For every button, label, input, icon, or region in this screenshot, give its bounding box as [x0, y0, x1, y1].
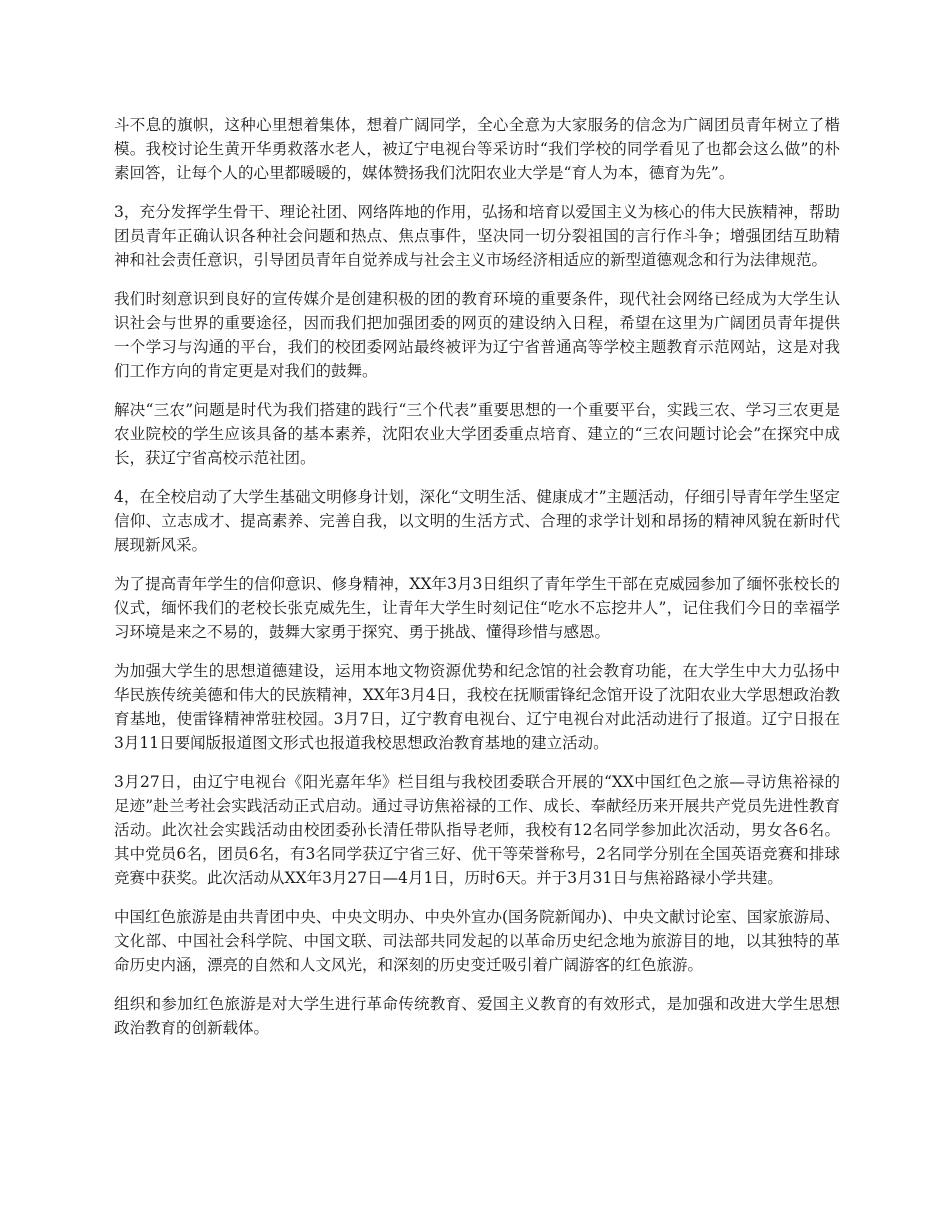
paragraph-7: 为加强大学生的思想道德建设，运用本地文物资源优势和纪念馆的社会教育功能，在大学生中大力弘扬中华民族传统美德和伟大的民族精神，XX年3月4日，我校在抚顺雷锋纪念馆开设了沈阳农业大学思想政治教育基地，使雷锋精神常驻校园。3月7日，辽宁教育电视台、辽宁电视台对此活动进行了报道。辽宁日报在3月11日要闻版报道图文形式也报道我校思想政治教育基地的建立活动。: [114, 662, 840, 752]
paragraph-6: 为了提高青年学生的信仰意识、修身精神，XX年3月3日组织了青年学生干部在克威园参加了缅怀张校长的仪式，缅怀我们的老校长张克威先生，让青年大学生时刻记住“吃水不忘挖井人”，记住我们今日的幸福学习环境是来之不易的，鼓舞大家勇于探究、勇于挑战、懂得珍惜与感恩。: [114, 575, 840, 641]
paragraph-4: 解决“三农”问题是时代为我们搭建的践行“三个代表”重要思想的一个重要平台，实践三农、学习三农更是农业院校的学生应该具备的基本素养，沈阳农业大学团委重点培育、建立的“三农问题讨论会”在探究中成长，获辽宁省高校示范社团。: [114, 401, 840, 467]
paragraph-3: 我们时刻意识到良好的宣传媒介是创建积极的团的教育环境的重要条件，现代社会网络已经成为大学生认识社会与世界的重要途径，因而我们把加强团委的网页的建设纳入日程，希望在这里为广阔团员青年提供一个学习与沟通的平台，我们的校团委网站最终被评为辽宁省普通高等学校主题教育示范网站，这是对我们工作方向的肯定更是对我们的鼓舞。: [114, 290, 840, 380]
paragraph-5: 4，在全校启动了大学生基础文明修身计划，深化“文明生活、健康成才”主题活动，仔细引导青年学生坚定信仰、立志成才、提高素养、完善自我，以文明的生活方式、合理的求学计划和昂扬的精神风貌在新时代展现新风采。: [114, 488, 840, 554]
document-page: [114, 113, 840, 1055]
paragraph-9: 中国红色旅游是由共青团中央、中央文明办、中央外宣办(国务院新闻办)、中央文献讨论室、国家旅游局、文化部、中国社会科学院、中国文联、司法部共同发起的以革命历史纪念地为旅游目的地，以其独特的革命历史内涵，漂亮的自然和人文风光，和深刻的历史变迁吸引着广阔游客的红色旅游。: [114, 908, 840, 974]
paragraph-2: 3，充分发挥学生骨干、理论社团、网络阵地的作用，弘扬和培育以爱国主义为核心的伟大民族精神，帮助团员青年正确认识各种社会问题和热点、焦点事件，坚决同一切分裂祖国的言行作斗争；增强团结互助精神和社会责任意识，引导团员青年自觉养成与社会主义市场经济相适应的新型道德观念和行为法律规范。: [114, 203, 840, 269]
paragraph-8: 3月27日，由辽宁电视台《阳光嘉年华》栏目组与我校团委联合开展的“XX中国红色之旅—寻访焦裕禄的足迹”赴兰考社会实践活动正式启动。通过寻访焦裕禄的工作、成长、奉献经历来开展共产党员先进性教育活动。此次社会实践活动由校团委孙长清任带队指导老师，我校有12名同学参加此次活动，男女各6名。其中党员6名，团员6名，有3名同学获辽宁省三好、优干等荣誉称号，2名同学分别在全国英语竞赛和排球竞赛中获奖。此次活动从XX年3月27日—4月1日，历时6天。并于3月31日与焦裕路禄小学共建。: [114, 773, 840, 887]
paragraph-10: 组织和参加红色旅游是对大学生进行革命传统教育、爱国主义教育的有效形式，是加强和改进大学生思想政治教育的创新载体。: [114, 995, 840, 1037]
paragraph-1: 斗不息的旗帜，这种心里想着集体，想着广阔同学，全心全意为大家服务的信念为广阔团员青年树立了楷模。我校讨论生黄开华勇救落水老人，被辽宁电视台等采访时“我们学校的同学看见了也都会这么做”的朴素回答，让每个人的心里都暖暖的，媒体赞扬我们沈阳农业大学是“育人为本，德育为先”。: [114, 116, 840, 182]
